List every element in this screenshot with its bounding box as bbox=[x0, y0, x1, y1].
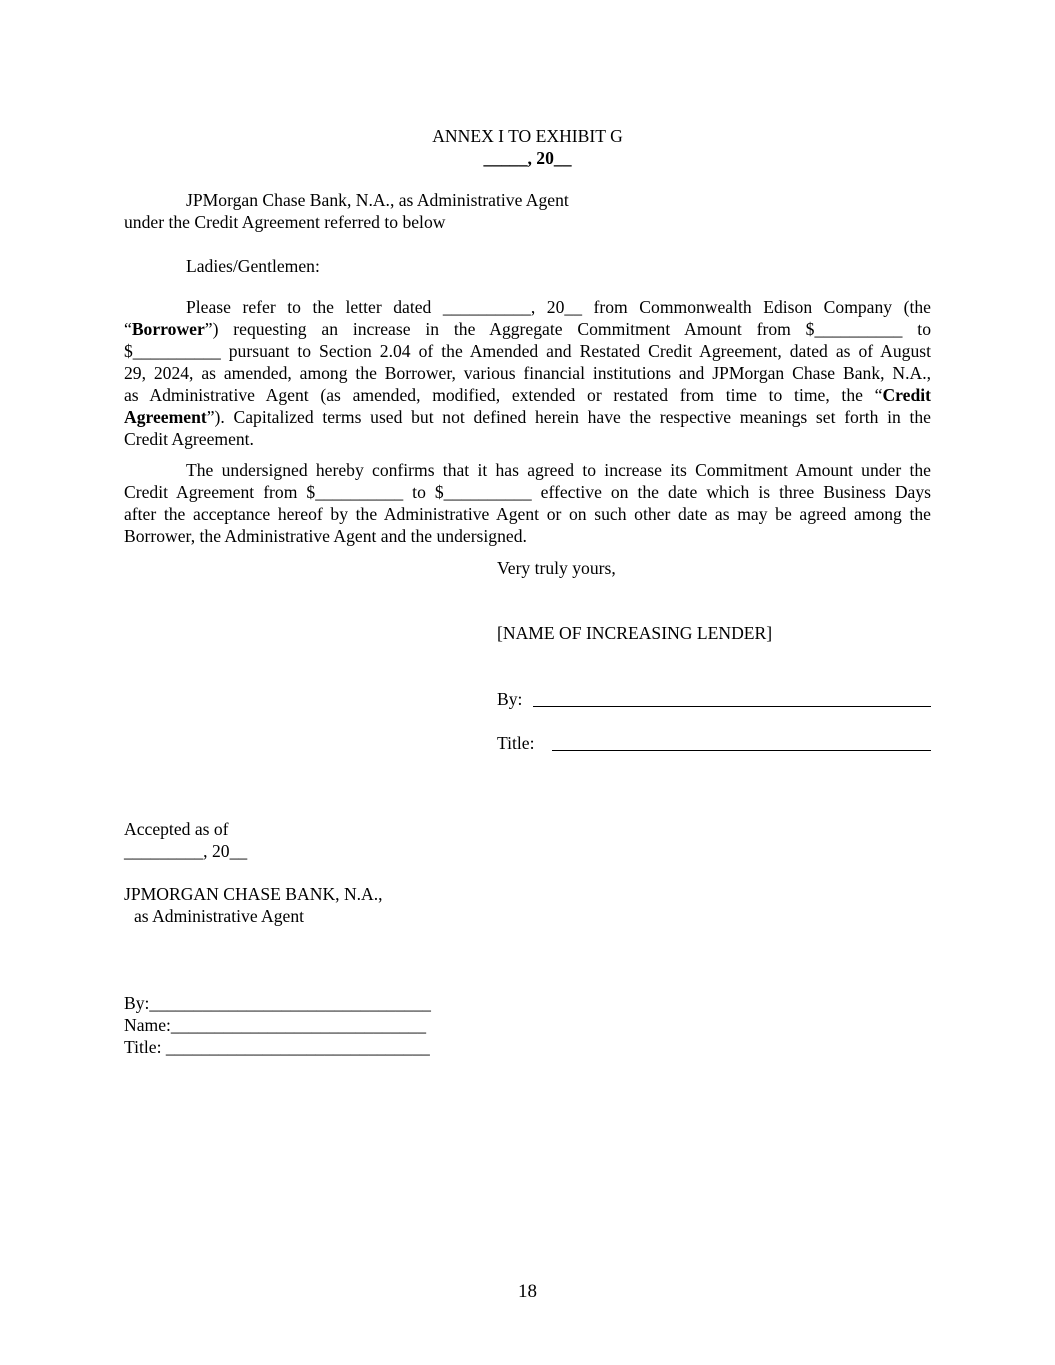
para2-line-1: The undersigned hereby confirms that it has agreed to increase its Commitment Amount under the bbox=[186, 460, 931, 480]
para1-line-5-text: as Administrative Agent (as amended, modified, extended or restated from time to time, the “ bbox=[124, 385, 883, 405]
signature-title-line[interactable] bbox=[552, 750, 931, 751]
signature-by-line[interactable] bbox=[533, 706, 931, 707]
salutation: Ladies/Gentlemen: bbox=[186, 256, 320, 276]
addressee-line-2: under the Credit Agreement referred to below bbox=[124, 212, 446, 232]
quote-open: “ bbox=[124, 319, 132, 339]
para1-line-4: 29, 2024, as amended, among the Borrower, various financial institutions and JPMorgan Chase Bank, N.A., bbox=[124, 363, 931, 383]
annex-title: ANNEX I TO EXHIBIT G bbox=[432, 126, 623, 146]
para1-line-2-rest: ”) requesting an increase in the Aggregate Commitment Amount from $__________ to bbox=[204, 319, 931, 339]
lender-name: [NAME OF INCREASING LENDER] bbox=[497, 623, 773, 643]
para2-line-3: after the acceptance hereof by the Administrative Agent or on such other date as may be agreed among the bbox=[124, 504, 931, 524]
bank-role: as Administrative Agent bbox=[134, 906, 305, 926]
signature-title-label: Title: bbox=[497, 733, 535, 753]
bank-name: JPMORGAN CHASE BANK, N.A., bbox=[124, 884, 383, 904]
agreement-term: Agreement bbox=[124, 407, 207, 427]
header-date: _____, 20__ bbox=[483, 148, 572, 168]
para1-line-6 bbox=[124, 406, 931, 428]
para1-line-2 bbox=[124, 318, 931, 340]
acceptance-by-line[interactable]: By:________________________________ bbox=[124, 993, 431, 1013]
acceptance-name-line[interactable]: Name:_____________________________ bbox=[124, 1015, 427, 1035]
signature-by-label: By: bbox=[497, 689, 523, 709]
para1-line-6-text: ”). Capitalized terms used but not defined herein have the respective meanings set forth in the bbox=[206, 407, 931, 427]
para2-line-4: Borrower, the Administrative Agent and the undersigned. bbox=[124, 526, 527, 546]
paragraph-reference bbox=[124, 296, 931, 450]
closing: Very truly yours, bbox=[497, 558, 616, 578]
para1-line-7: Credit Agreement. bbox=[124, 429, 254, 449]
para2-line-2: Credit Agreement from $__________ to $__________ effective on the date which is three Business Days bbox=[124, 482, 931, 502]
addressee-line-1: JPMorgan Chase Bank, N.A., as Administrative Agent bbox=[186, 190, 569, 210]
acceptance-date: _________, 20__ bbox=[124, 841, 248, 861]
acceptance-title-line[interactable]: Title: ______________________________ bbox=[124, 1037, 430, 1057]
paragraph-confirmation bbox=[124, 459, 931, 547]
para1-line-5 bbox=[124, 384, 931, 406]
para1-line-3: $__________ pursuant to Section 2.04 of the Amended and Restated Credit Agreement, dated as of August bbox=[124, 341, 931, 361]
borrower-term: Borrower bbox=[131, 319, 205, 339]
credit-term: Credit bbox=[882, 385, 931, 405]
page-number: 18 bbox=[518, 1281, 537, 1302]
accepted-as-of: Accepted as of bbox=[124, 819, 229, 839]
para1-line-1: Please refer to the letter dated __________, 20__ from Commonwealth Edison Company (the bbox=[186, 297, 931, 317]
